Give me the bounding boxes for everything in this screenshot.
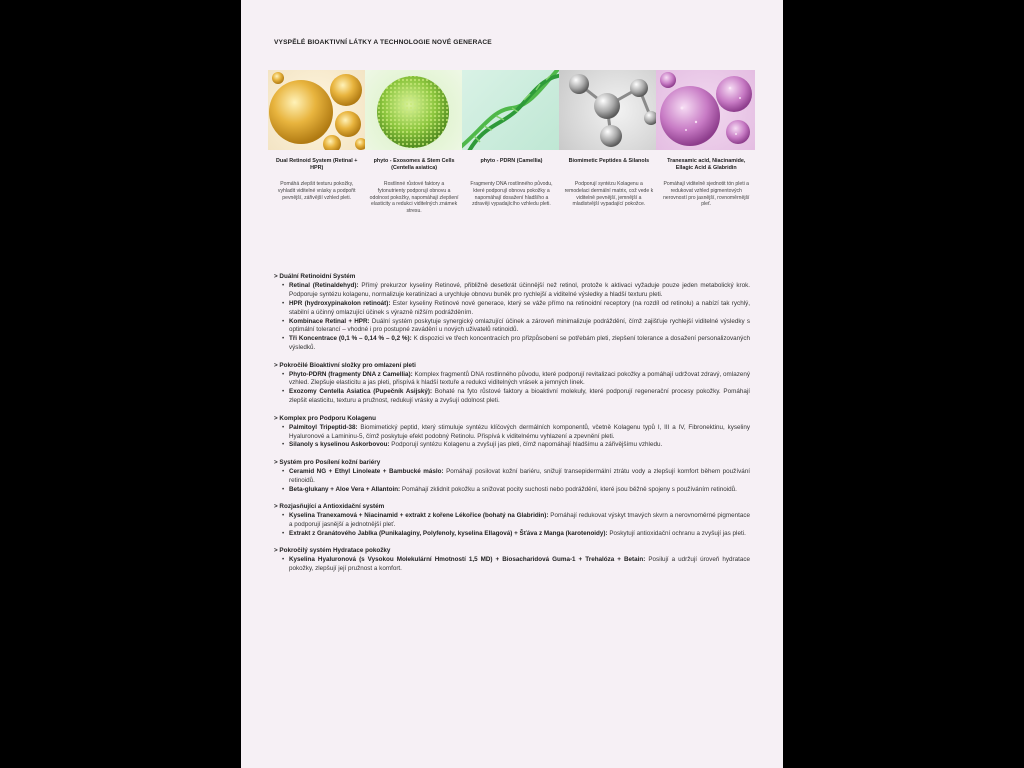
section: [274, 362, 750, 407]
document-page: [241, 0, 783, 768]
section-heading: > Rozjasňující a Antioxidační systém: [274, 502, 385, 510]
list-item: [274, 335, 750, 353]
section-heading: > Duální Retinoidní Systém: [274, 273, 356, 280]
item-label: Extrakt z Granátového Jablka (Punikalaginy, Polyfenoly, kyselina Ellagová) + Šťáva z Manga (karotenoidy):: [289, 529, 608, 537]
silver-molecule-image: [559, 70, 656, 150]
ingredient-column: [560, 158, 657, 215]
section: [274, 459, 750, 495]
green-cell-sphere-image: [365, 70, 462, 150]
section-heading: > Komplex pro Podporu Kolagenu: [274, 414, 376, 422]
ingredient-description: Pomáhají viditelně sjednotit tón pleti a redukovat vzhled pigmentových nerovností pro jasnější, rovnoměrnější pleť.: [663, 181, 750, 208]
section-heading: > Pokročilé Bioaktivní složky pro omlazení pleti: [274, 361, 416, 369]
section: [274, 273, 750, 353]
ingredient-title: Biomimetic Peptides & Silanols: [568, 158, 650, 164]
green-dna-helix-image: [462, 70, 559, 150]
item-text: Posilují a udržují úroveň hydratace pokožky, zlepšují její pružnost a komfort.: [289, 555, 750, 572]
item-text: Pomáhají zklidnit pokožku a snižovat pocity suchosti nebo podráždění, které jsou běžně spojeny s používáním retinoidů.: [400, 485, 737, 493]
ingredient-description: Podporují syntézu Kolagenu a remodelaci dermální matrix, což vede k viditelně pevnější, jemnější a mladistvější vypadající pokožce.: [564, 181, 654, 208]
list-item: [274, 486, 750, 495]
item-label: HPR (hydroxypinakolon retinoát):: [289, 299, 391, 307]
headline: VYSPĚLÉ BIOAKTIVNÍ LÁTKY A TECHNOLOGIE NOVÉ GENERACE: [274, 39, 492, 46]
golden-oil-bubbles-image: [268, 70, 365, 150]
section-heading: > Systém pro Posílení kožní bariéry: [274, 458, 381, 466]
item-label: Kombinace Retinal + HPR:: [289, 317, 370, 325]
item-text: K dispozici ve třech koncentracích pro přizpůsobení se potřebám pleti, zlepšení tolerance a dosažení personalizovaných výsledků.: [289, 335, 750, 352]
ingredient-title: phyto - Exosomes & Stem Cells (Centella asiatica): [373, 158, 455, 171]
item-text: Přímý prekurzor kyseliny Retinové, přibližně desetkrát účinnější než retinol, protože k aktivaci vyžaduje pouze jeden metabolický krok. Podporuje syntézu kolagenu, normalizuje keratinizaci a urychluje obnovu buněk pro rychlejší a viditelné výsledky a hladší texturu pleti.: [289, 281, 750, 298]
section-heading: > Pokročilý systém Hydratace pokožky: [274, 547, 391, 555]
list-item: [274, 441, 750, 450]
ingredient-column: [658, 158, 755, 215]
ingredient-title: Dual Retinoid System (Retinal + HPR): [276, 158, 358, 171]
item-label: Kyselina Hyaluronová (s Vysokou Molekulární Hmotností 1,5 MD) + Biosacharidová Guma-1 + Trehalóza + Betain:: [289, 555, 646, 563]
section: [274, 415, 750, 451]
item-label: Exozomy Centella Asiatica (Pupečník Asijský):: [289, 388, 433, 396]
item-text: Podporují syntézu Kolagenu a zvyšují jas pleti, čímž napomáhají hladšímu a zářivějšímu vzhledu.: [389, 441, 663, 449]
ingredient-description: Pomáhá zlepšit texturu pokožky, vyhladit viditelné vrásky a podpořit pevnější, zářivější vzhled pleti.: [277, 181, 356, 201]
list-item: [274, 300, 750, 318]
ingredient-title: Tranexamic acid, Niacinamide, Ellagic Acid & Glabridin: [667, 158, 746, 171]
item-text: Duální systém poskytuje synergický omlazující účinek a zároveň minimalizuje podráždění, čímž zajišťuje rychlejší viditelné výsledky s optimální tolerancí – vhodné i pro postupné zavádění u nových uživatelů retinoidů.: [289, 317, 750, 334]
item-text: Ester kyseliny Retinové nové generace, který se váže přímo na retinoidní receptory (na rozdíl od retinolu) a nabízí tak rychlý, stabilní a účinný omlazující účinek s výrazně nižším podrážděním.: [289, 299, 750, 316]
item-text: Pomáhají redukovat výskyt tmavých skvrn a nerovnoměrné pigmentace a podporují jasnější a jednotnější pleť.: [289, 511, 750, 528]
section: [274, 503, 750, 539]
section: [274, 547, 750, 574]
list-item: [274, 371, 750, 389]
item-label: Silanoly s kyselinou Askorbovou:: [289, 441, 390, 449]
item-label: Retinal (Retinaldehyd):: [289, 281, 359, 289]
item-text: Poskytují antioxidační ochranu a zvyšují jas pleti.: [607, 529, 746, 537]
item-text: Pomáhají posilovat kožní bariéru, snižují transepidermální ztrátu vody a zlepšují komfort během používání retinoidů.: [289, 467, 750, 484]
ingredient-column: [268, 158, 365, 215]
item-label: Ceramid NG + Ethyl Linoleate + Bambucké máslo:: [289, 467, 444, 475]
ingredient-description: Rostlinné růstové faktory a fytonutrienty podporují obnovu a odolnost pokožky, napomáhají zlepšení elasticity a redukci viditelných známek stresu.: [369, 181, 459, 215]
item-text: Komplex fragmentů DNA rostlinného původu, které podporují revitalizaci pokožky a pomáhají udržovat zdravý, omlazený vzhled. Zlepšuje elasticitu a jas pleti, přispívá k hladší textuře a redukci viditelných vrásek a jemných linek.: [289, 370, 751, 387]
list-item: [274, 512, 750, 530]
item-label: Phyto-PDRN (fragmenty DNA z Camellia):: [289, 370, 413, 378]
list-item: [274, 556, 750, 574]
purple-bubbles-image: [656, 70, 755, 150]
list-item: [274, 318, 750, 336]
ingredient-description: Fragmenty DNA rostlinného původu, které podporují obnovu pokožky a napomáhají dosažení hladšího a zdravěji vypadajícího vzhledu pleti.: [470, 181, 553, 208]
ingredient-column: [463, 158, 560, 215]
item-label: Beta-glukany + Aloe Vera + Allantoin:: [289, 485, 401, 493]
item-text: Bohaté na fyto růstové faktory a bioaktivní molekuly, které podporují regenerační procesy pokožky. Pomáhají zlepšit elasticitu, texturu a pružnost, redukují vrásky a zvyšují odolnost pleti.: [289, 388, 750, 405]
item-text: Biomimetický peptid, který stimuluje syntézu klíčových dermálních komponentů, včetně Kolagenu typů I, III a IV, Fibronektinu, kyseliny Hyaluronové a Lamininu-5, čímž poskytuje efekt podobný Retinolu. Přispívá k viditelnému vyhlazení a zpevnění pleti.: [289, 423, 750, 440]
list-item: [274, 468, 750, 486]
ingredient-images: [268, 70, 755, 150]
ingredient-column: [365, 158, 462, 215]
list-item: [274, 424, 750, 442]
document-body: [274, 273, 750, 582]
ingredient-columns: [268, 158, 755, 215]
list-item: [274, 282, 750, 300]
ingredient-title: phyto - PDRN (Camellia): [480, 158, 543, 164]
item-label: Kyselina Tranexamová + Niacinamid + extrakt z kořene Lékořice (bohatý na Glabridin):: [289, 511, 549, 519]
item-label: Tři Koncentrace (0,1 % – 0,14 % – 0,2 %):: [289, 335, 412, 343]
item-label: Palmitoyl Tripeptid-38:: [289, 423, 358, 431]
list-item: [274, 530, 750, 539]
list-item: [274, 388, 750, 406]
